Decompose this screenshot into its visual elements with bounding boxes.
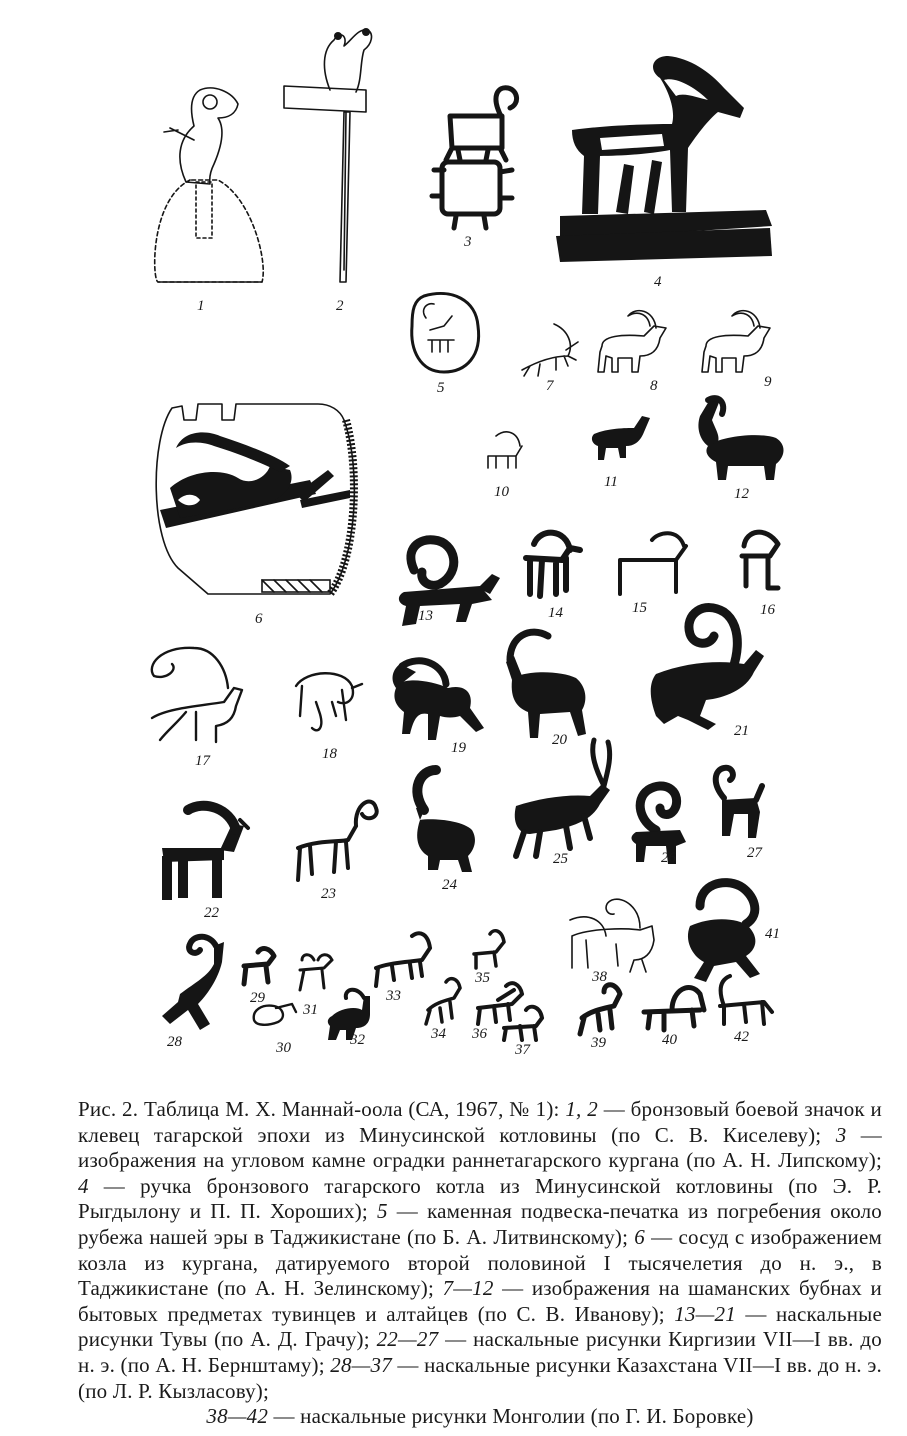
figure-item-6 <box>156 404 354 594</box>
figure-label: 6 <box>255 611 263 627</box>
figure-item-16 <box>742 532 778 588</box>
figure-label: 33 <box>386 988 401 1004</box>
figure-label: 36 <box>472 1026 487 1042</box>
figure-item-5 <box>412 294 479 372</box>
figure-label: 18 <box>322 746 337 762</box>
caption-ref: 7—12 <box>442 1276 494 1301</box>
caption-text: — наскальные рисунки Киргизии VII—I вв. до н. э. (по А. Н. Бернштаму); <box>78 1327 882 1377</box>
caption-text: — бронзовый боевой значок и клевец тагарской эпохи из Минусинской котловины (по С. В. Киселеву); <box>78 1097 882 1147</box>
caption-text: — наскальные рисунки Тувы (по А. Д. Грачу); <box>78 1301 882 1352</box>
caption-ref: 4 <box>78 1173 89 1198</box>
figure-label: 22 <box>204 905 219 921</box>
figure-label: 5 <box>437 380 445 396</box>
figure-item-14 <box>526 533 580 596</box>
figure-label: 16 <box>760 602 775 618</box>
figure-item-17 <box>152 648 242 742</box>
figure-item-29 <box>244 949 274 984</box>
figure-item-34 <box>426 979 460 1024</box>
caption-ref: 6 <box>634 1224 645 1249</box>
figure-label: 13 <box>418 608 433 624</box>
figure-item-36 <box>478 983 522 1024</box>
caption-ref: 5 <box>377 1199 388 1224</box>
figure-item-42 <box>720 976 772 1024</box>
figure-item-24 <box>416 770 475 872</box>
figure-item-20 <box>506 632 586 738</box>
figure-label: 35 <box>475 970 490 986</box>
figure-item-15 <box>620 533 686 594</box>
figure-item-4 <box>556 56 772 262</box>
figure-label: 8 <box>650 378 658 394</box>
figure-label: 17 <box>195 753 210 769</box>
figure-label: 21 <box>734 723 749 739</box>
figure-label: 19 <box>451 740 466 756</box>
figure-label: 25 <box>553 851 568 867</box>
figure-label: 42 <box>734 1029 749 1045</box>
figure-label: 29 <box>250 990 265 1006</box>
caption-text: — наскальные рисунки Монголии (по Г. И. Боровке) <box>268 1404 754 1429</box>
figure-label: 2 <box>336 298 344 314</box>
caption-text: — изображения на угловом камне оградки раннетагарского кургана (по А. Н. Липскому); <box>78 1122 883 1173</box>
figure-item-38 <box>570 899 654 972</box>
caption-text: — сосуд с изображением козла из кургана, датируемого второй половиной I тысячелетия до н. э., в Таджикистане (по А. Н. Зелинскому); <box>78 1224 882 1301</box>
figure-label: 9 <box>764 374 772 390</box>
figure-item-2 <box>284 28 371 282</box>
figure-label: 34 <box>431 1026 446 1042</box>
figure-item-25 <box>515 740 610 856</box>
figure-label: 14 <box>548 605 563 621</box>
figure-item-27 <box>716 768 762 838</box>
figure-label: 38 <box>592 969 607 985</box>
figure-item-21 <box>651 608 764 730</box>
figure-label: 23 <box>321 886 336 902</box>
figure-item-7 <box>522 324 578 376</box>
caption-ref: 38—42 <box>206 1404 269 1429</box>
figure-caption <box>78 1097 882 1430</box>
caption-ref: 22—27 <box>376 1327 439 1352</box>
figure-label: 27 <box>747 845 762 861</box>
caption-ref: 1, 2 <box>565 1097 598 1121</box>
figure-item-19 <box>393 661 484 740</box>
figure-label: 24 <box>442 877 457 893</box>
figure-label: 3 <box>464 234 472 250</box>
figure-label: 11 <box>604 474 618 490</box>
caption-text: — ручка бронзового тагарского котла из Минусинской котловины (по Э. Р. Рыгдылону и П. П. Хороших); <box>78 1173 882 1224</box>
figure-item-18 <box>296 673 362 730</box>
figure-item-8 <box>598 311 666 372</box>
figure-label: 1 <box>197 298 205 314</box>
caption-last-line <box>78 1404 882 1430</box>
caption-text: — изображения на шаманских бубнах и бытовых предметах тувинцев и алтайцев (по С. В. Иванову); <box>78 1276 882 1326</box>
figure-label: 10 <box>494 484 509 500</box>
figure-item-10 <box>488 432 522 468</box>
caption-ref: 3 <box>835 1122 847 1147</box>
figure-label: 4 <box>654 274 662 290</box>
figure-item-33 <box>376 933 430 986</box>
figure-item-41 <box>688 883 760 982</box>
figure-item-11 <box>592 416 650 460</box>
caption-ref: 13—21 <box>674 1301 736 1326</box>
figure-label: 7 <box>546 378 554 394</box>
figure-item-28 <box>162 937 224 1030</box>
figure-item-13 <box>399 540 500 626</box>
figure-item-26 <box>632 786 687 864</box>
figure-item-1 <box>155 88 264 282</box>
figure-label: 32 <box>350 1032 365 1048</box>
figure-label: 15 <box>632 600 647 616</box>
figure-label: 26 <box>661 850 676 866</box>
caption-text: — наскальные рисунки Казахстана VII—I вв. до н. э. (по Л. Р. Кызласову); <box>78 1352 882 1403</box>
caption-lead: Рис. 2. Таблица М. Х. Маннай-оола (СА, 1967, № 1): <box>78 1097 566 1121</box>
figure-label: 30 <box>276 1040 291 1056</box>
figure-item-9 <box>702 311 770 372</box>
figure-label: 31 <box>303 1002 318 1018</box>
caption-ref: 28—37 <box>330 1352 392 1377</box>
figure-item-3 <box>432 88 517 228</box>
figure-item-40 <box>644 987 704 1030</box>
figure-item-23 <box>298 802 377 880</box>
figure-label: 37 <box>515 1042 530 1058</box>
figure-label: 20 <box>552 732 567 748</box>
figure-item-12 <box>698 396 783 480</box>
figure-item-31 <box>300 955 332 990</box>
figure-label: 28 <box>167 1034 182 1050</box>
figure-label: 41 <box>765 926 780 942</box>
figure-label: 12 <box>734 486 749 502</box>
figure-item-22 <box>162 806 248 900</box>
figure-label: 40 <box>662 1032 677 1048</box>
figure-item-35 <box>474 931 504 968</box>
figure-item-39 <box>580 985 620 1034</box>
figure-item-30 <box>254 1004 296 1025</box>
caption-text: — каменная подвеска-печатка из погребения около рубежа нашей эры в Таджикистане (по Б. А. Литвинскому); <box>78 1199 882 1249</box>
figure-label: 39 <box>591 1035 606 1051</box>
